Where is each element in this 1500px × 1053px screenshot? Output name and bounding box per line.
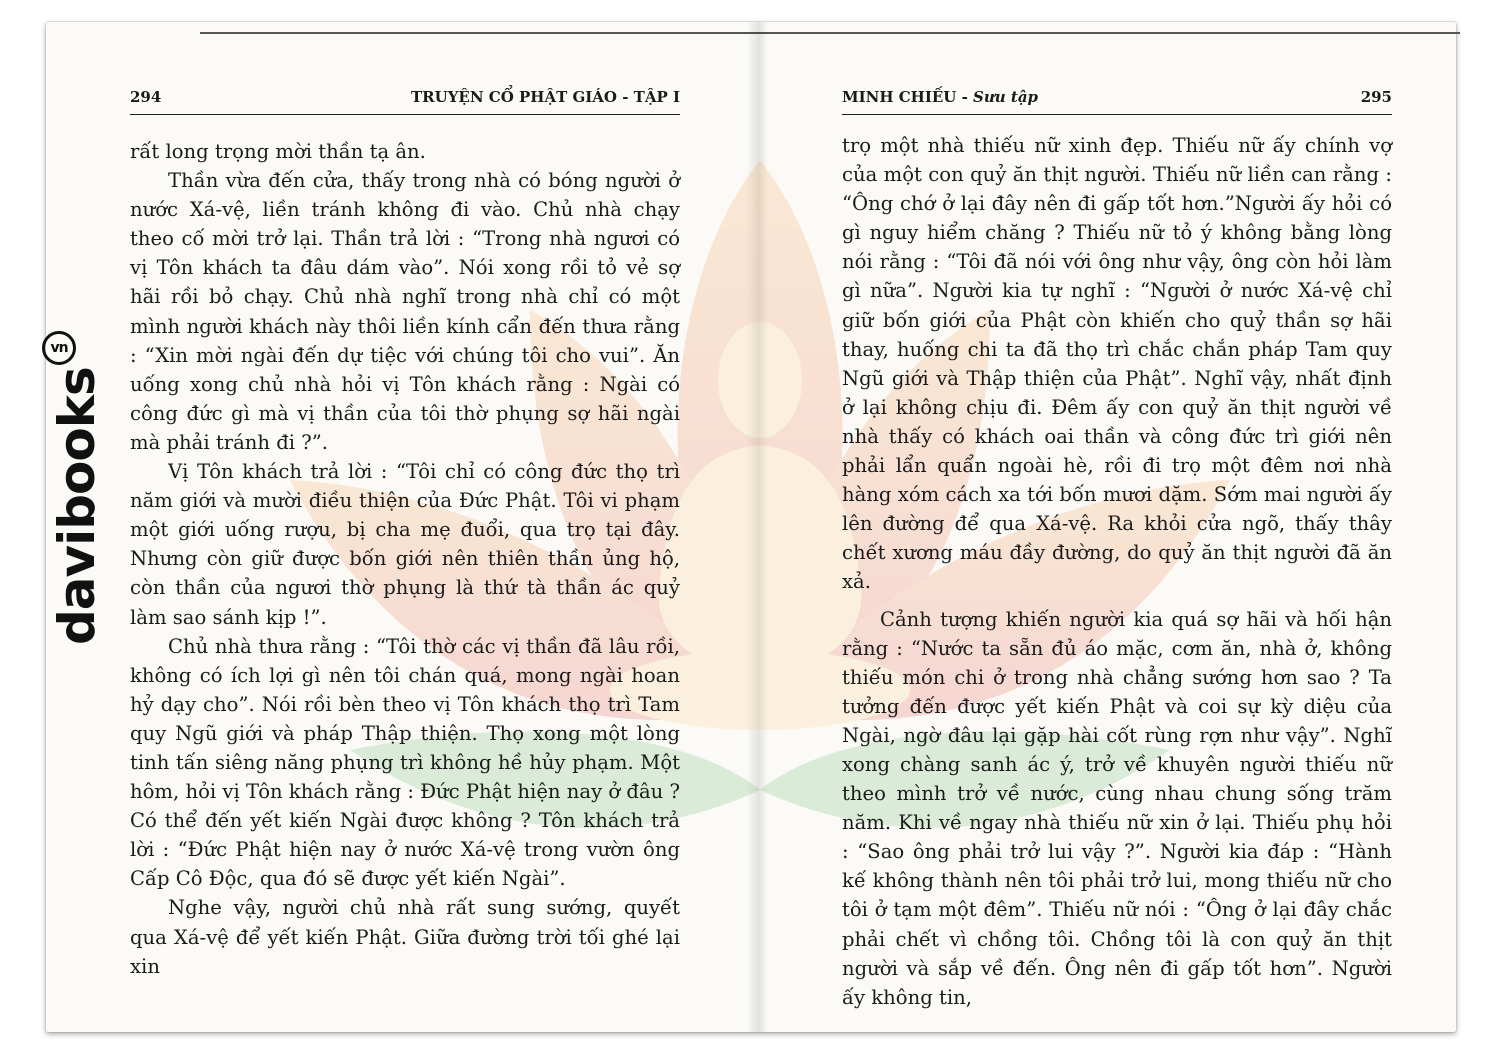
paragraph: rất long trọng mời thần tạ ân. bbox=[130, 140, 426, 163]
running-title-separator: - bbox=[956, 88, 974, 106]
paragraph: Nghe vậy, người chủ nhà rất sung sướng, quyết qua Xá-vệ để yết kiến Phật. Giữa đường trời tối ghé lại xin bbox=[130, 896, 680, 978]
brand-mark-icon: vn bbox=[42, 331, 76, 365]
brand-name: davibooks bbox=[48, 367, 106, 645]
brand-logo bbox=[48, 340, 106, 645]
right-page bbox=[842, 88, 1392, 1012]
running-title bbox=[842, 88, 1038, 106]
running-title: TRUYỆN CỔ PHẬT GIÁO - TẬP I bbox=[410, 88, 680, 106]
paragraph: trọ một nhà thiếu nữ xinh đẹp. Thiếu nữ ấy chính vợ của một con quỷ ăn thịt người. Thiếu nữ liền can rằng : “Ông chớ ở lại đây nên đi gấp tốt hơn.”Người ấy hỏi có gì nguy hiểm chăng ? Thiếu nữ tỏ ý không bằng lòng nói rằng : “Tôi đã nói với ông như vậy, ông còn hỏi làm gì nữa”. Người kia tự nghĩ : “Người ở nước Xá-vệ chỉ giữ bốn giới của Phật còn khiến cho quỷ thần sợ hãi thay, huống chi ta đã thọ trì chắc chắn pháp Tam quy Ngũ giới và Thập thiện của Phật”. Nghĩ vậy, nhất định ở lại không chịu đi. Đêm ấy con quỷ ăn thịt người về nhà thấy có khách oai thần và công đức trì giới nên phải lẩn quẩn ngoài hè, rồi đi trọ một đêm nơi nhà hàng xóm cách xa tới bốn mươi dặm. Sớm mai người ấy lên đường để qua Xá-vệ. Ra khỏi cửa ngõ, thấy thây chết xương máu đầy đường, do quỷ ăn thịt người đã ăn xả. bbox=[842, 134, 1392, 594]
page-number: 295 bbox=[1360, 88, 1392, 106]
page-top-edge bbox=[200, 32, 1460, 34]
right-page-header bbox=[842, 88, 1392, 115]
right-page-body bbox=[842, 131, 1392, 1012]
running-title-main: MINH CHIẾU bbox=[842, 88, 957, 106]
paragraph: Vị Tôn khách trả lời : “Tôi chỉ có công đức thọ trì năm giới và mười điều thiện của Đức Phật. Tôi vi phạm một giới uống rượu, bị cha mẹ đuổi, qua trọ tại đây. Nhưng còn giữ được bốn giới nên thiên thần ủng hộ, còn thần của ngươi thờ phụng là thứ tà thần ác quỷ làm sao sánh kịp !”. bbox=[130, 460, 680, 629]
page-number: 294 bbox=[130, 88, 162, 106]
paragraph: Thần vừa đến cửa, thấy trong nhà có bóng người ở nước Xá-vệ, liền tránh không đi vào. Chủ nhà chạy theo cố mời trở lại. Thần trả lời : “Trong nhà ngươi có vị Tôn khách ta đâu dám vào”. Nói xong rồi tỏ vẻ sợ hãi rồi bỏ chạy. Chủ nhà nghĩ trong nhà chỉ có một mình người khách này thôi liền kính cẩn đến thưa rằng : “Xin mời ngài đến dự tiệc với chúng tôi cho vui”. Ăn uống xong chủ nhà hỏi vị Tôn khách rằng : Ngài có công đức gì mà vị thần của tôi thờ phụng sợ hãi ngài mà phải tránh đi ?”. bbox=[130, 169, 680, 454]
left-page bbox=[130, 88, 680, 981]
paragraph: Chủ nhà thưa rằng : “Tôi thờ các vị thần đã lâu rồi, không có ích lợi gì nên tôi chán quá, mong ngài hoan hỷ dạy cho”. Nói rồi bèn theo vị Tôn khách thọ trì Tam quy Ngũ giới và pháp Thập thiện. Thọ xong một lòng tinh tấn siêng năng phụng trì không hề hủy phạm. Một hôm, hỏi vị Tôn khách rằng : Đức Phật hiện nay ở đâu ? Có thể đến yết kiến Ngài được không ? Tôn khách trả lời : “Đức Phật hiện nay ở nước Xá-vệ trong vườn ông Cấp Cô Độc, qua đó sẽ được yết kiến Ngài”. bbox=[130, 634, 680, 891]
left-page-body bbox=[130, 137, 680, 981]
paragraph: Cảnh tượng khiến người kia quá sợ hãi và hối hận rằng : “Nước ta sẵn đủ áo mặc, cơm ăn, nhà ở, không thiếu món chi ở trong nhà chẳng sướng hơn sao ? Ta tưởng đến được yết kiến Phật và coi sự kỳ diệu của Ngài, ngờ đâu lại gặp hài cốt rùng rợn như vậy”. Nghĩ xong chàng sanh ác ý, trở về khuyên người thiếu nữ theo mình trở về nước, cùng nhau chung sống trăm năm. Khi về ngay nhà thiếu nữ xin ở lại. Thiếu phụ hỏi : “Sao ông phải trở lui vậy ?”. Người kia đáp : “Hành kế không thành nên tôi phải trở lui, mong thiếu nữ cho tôi ở tạm một đêm”. Thiếu nữ nói : “Ông ở lại đây chắc phải chết vì chồng tôi. Chồng tôi là con quỷ ăn thịt người và sắp về đến. Ông nên đi gấp tốt hơn”. Người ấy không tin, bbox=[842, 607, 1392, 1009]
left-page-header bbox=[130, 88, 680, 115]
running-title-sub: Sưu tập bbox=[973, 88, 1039, 106]
